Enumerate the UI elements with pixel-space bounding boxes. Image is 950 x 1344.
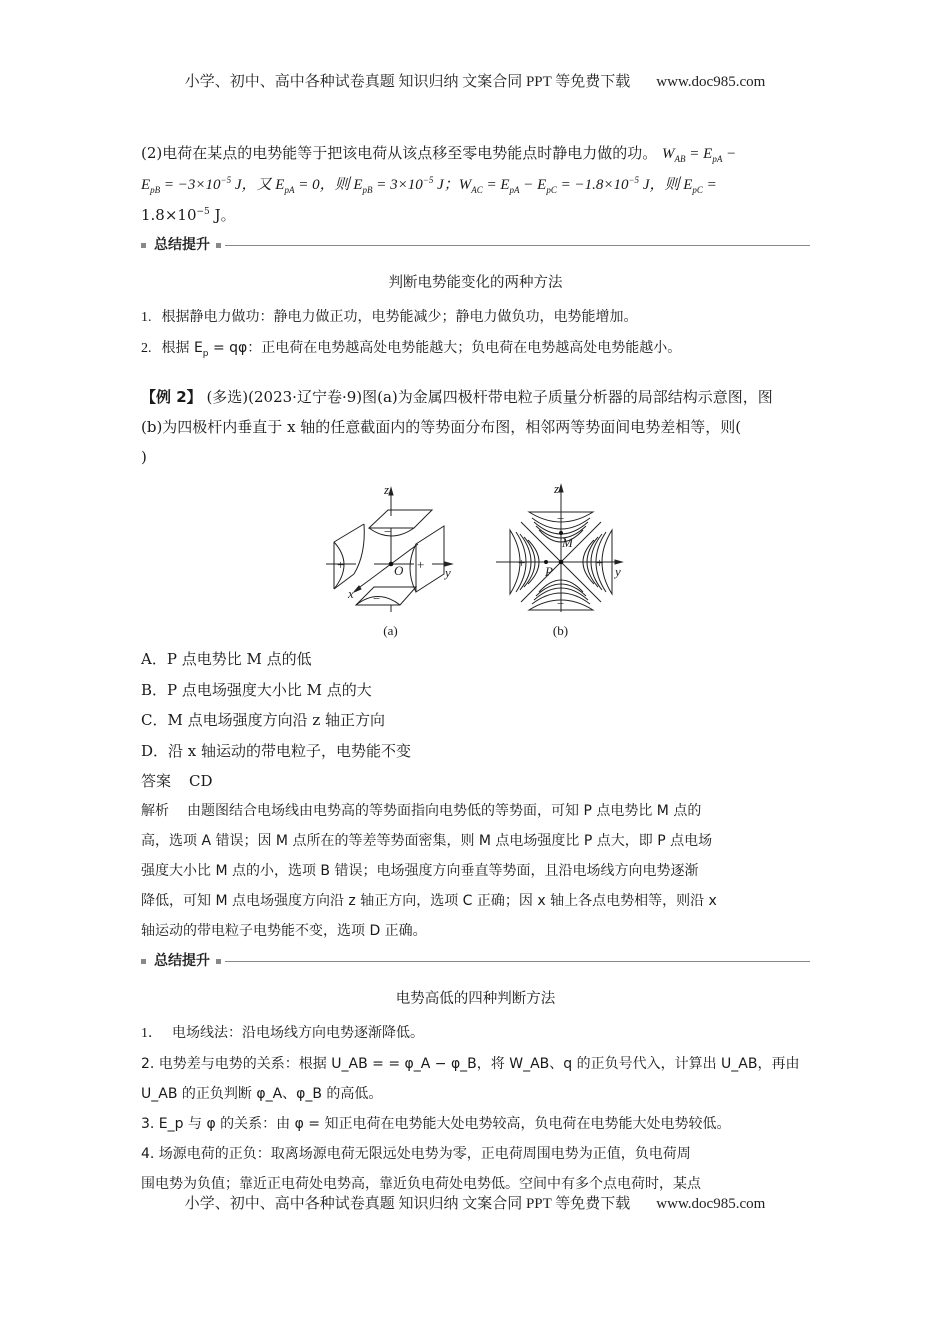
svg-text:P: P — [544, 564, 553, 579]
svg-text:O: O — [393, 563, 403, 578]
summary1-title: 判断电势能变化的两种方法 — [388, 275, 563, 291]
footer-url[interactable]: www.doc985.com — [656, 1196, 766, 1212]
svg-text:−: − — [556, 596, 564, 611]
figure-row — [141, 482, 810, 640]
analysis-label: 解析 — [141, 803, 169, 819]
summary-section-header-2 — [141, 950, 810, 972]
equipotential-diagram — [496, 482, 626, 612]
svg-text:+: + — [595, 555, 603, 570]
figure-b-caption: (b) — [552, 623, 569, 638]
option-b[interactable]: B．P 点电场强度大小比 M 点的大 — [141, 680, 372, 699]
square-bullet-icon — [216, 959, 221, 964]
summary2-item-2: 2. 电势差与电势的关系：根据 U_AB = = φ_A − φ_B，将 W_AB、q 的正负号代入，计算出 U_AB，再由 U_AB 的正负判断 φ_A、φ_B 的高低。 — [141, 1056, 800, 1102]
part2-paragraph — [141, 138, 810, 230]
answer-value: CD — [189, 772, 213, 790]
formula-w-ab: $W_{AB} = E_{pA}$ − — [662, 146, 737, 164]
section-label: 总结提升 — [154, 237, 210, 253]
summary2-item-3: 3. E_p 与 φ 的关系：由 φ = 知正电荷在电势能大处电势较高，负电荷在电势能大处电势较低。 — [141, 1116, 731, 1132]
quadrupole-3d-diagram — [326, 482, 456, 612]
svg-text:−: − — [372, 591, 380, 606]
section-divider — [225, 245, 810, 246]
summary1-item-1: 1. 根据静电力做功：静电力做正功，电势能减少；静电力做负功，电势能增加。 — [141, 309, 638, 325]
svg-text:y: y — [614, 564, 621, 579]
figure-a — [326, 482, 456, 640]
summary2-item-1: 1． 电场线法：沿电场线方向电势逐渐降低。 — [141, 1025, 424, 1041]
header-url[interactable]: www.doc985.com — [656, 74, 766, 90]
svg-text:−: − — [383, 524, 391, 539]
document-body — [141, 138, 810, 1199]
svg-text:z: z — [383, 482, 389, 497]
example2-stem: 【例 2】 (多选)(2023·辽宁卷·9)图(a)为金属四极杆带电粒子质量分析器的局部结构示意图，图 (b)为四极杆内垂直于 x 轴的任意截面内的等势面分布图，相邻两等势面间电势差相等，则( ) — [141, 388, 773, 466]
header-text: 小学、初中、高中各种试卷真题 知识归纳 文案合同 PPT 等免费下载 — [184, 74, 631, 90]
svg-text:+: + — [416, 557, 424, 572]
square-bullet-icon — [216, 243, 221, 248]
option-d[interactable]: D．沿 x 轴运动的带电粒子，电势能不变 — [141, 741, 412, 760]
svg-text:y: y — [444, 565, 451, 580]
figure-b — [496, 482, 626, 640]
summary2-title: 电势高低的四种判断方法 — [395, 991, 556, 1007]
answer-line — [141, 766, 810, 796]
page-header — [0, 70, 950, 91]
svg-text:+: + — [336, 557, 344, 572]
square-bullet-icon — [141, 959, 146, 964]
footer-text: 小学、初中、高中各种试卷真题 知识归纳 文案合同 PPT 等免费下载 — [184, 1196, 631, 1212]
part2-lead: (2)电荷在某点的电势能等于把该电荷从该点移至零电势能点时静电力做的功。 — [141, 144, 658, 162]
section-label: 总结提升 — [154, 953, 210, 969]
analysis-paragraph: 解析 由题图结合电场线由电势高的等势面指向电势低的等势面，可知 P 点电势比 M 点的 高，选项 A 错误；因 M 点所在的等差等势面密集，则 M 点电场强度比 P 点大，即 P 点电场 强度大小比 M 点的小，选项 B 错误；电场强度方向垂直等势面，且沿电场线方向电势逐渐 降低，可知 M 点电场强度方向沿 z 轴正方向，选项 C 正确；因 x 轴上各点电势相等，则沿 x 轴运动的带电粒子电势能不变，选项 D 正确。 — [141, 803, 717, 939]
svg-text:+: + — [517, 555, 525, 570]
option-c[interactable]: C．M 点电场强度方向沿 z 轴正方向 — [141, 711, 386, 729]
formula-line2: $E_{pB} = -3\times 10^{-5}$ J，又 $E_{pA} = 0$，则 $E_{pB} = 3\times 10^{-5}$ J；$W_{AC} = E_{pA} - E_{pC} = -1.8\times 10^{-5}$ J，则 $E_{pC}$ = — [141, 175, 717, 195]
summary1-item-2: 2. 根据 $E_p = q\varphi$：正电荷在电势越高处电势能越大；负电荷在电势越高处电势能越小。 — [141, 340, 682, 359]
svg-text:x: x — [347, 586, 354, 601]
svg-text:M: M — [561, 535, 573, 550]
summary2-item-4: 4. 场源电荷的正负：取离场源电荷无限远处电势为零，正电荷周围电势为正值，负电荷周 围电势为负值；靠近正电荷处电势高，靠近负电荷处电势低。空间中有多个点电荷时，某点 — [141, 1146, 701, 1192]
svg-text:−: − — [556, 511, 564, 526]
answer-label: 答案 — [141, 772, 172, 790]
summary-section-header-1 — [141, 234, 810, 256]
svg-text:z: z — [553, 482, 559, 496]
figure-a-caption: (a) — [383, 623, 398, 638]
square-bullet-icon — [141, 243, 146, 248]
option-a[interactable]: A．P 点电势比 M 点的低 — [141, 650, 312, 668]
section-divider — [225, 961, 810, 962]
page-footer — [0, 1192, 950, 1213]
formula-line3: $1.8\times 10^{-5}$ J。 — [141, 206, 236, 224]
example-label: 【例 2】 — [141, 388, 202, 406]
